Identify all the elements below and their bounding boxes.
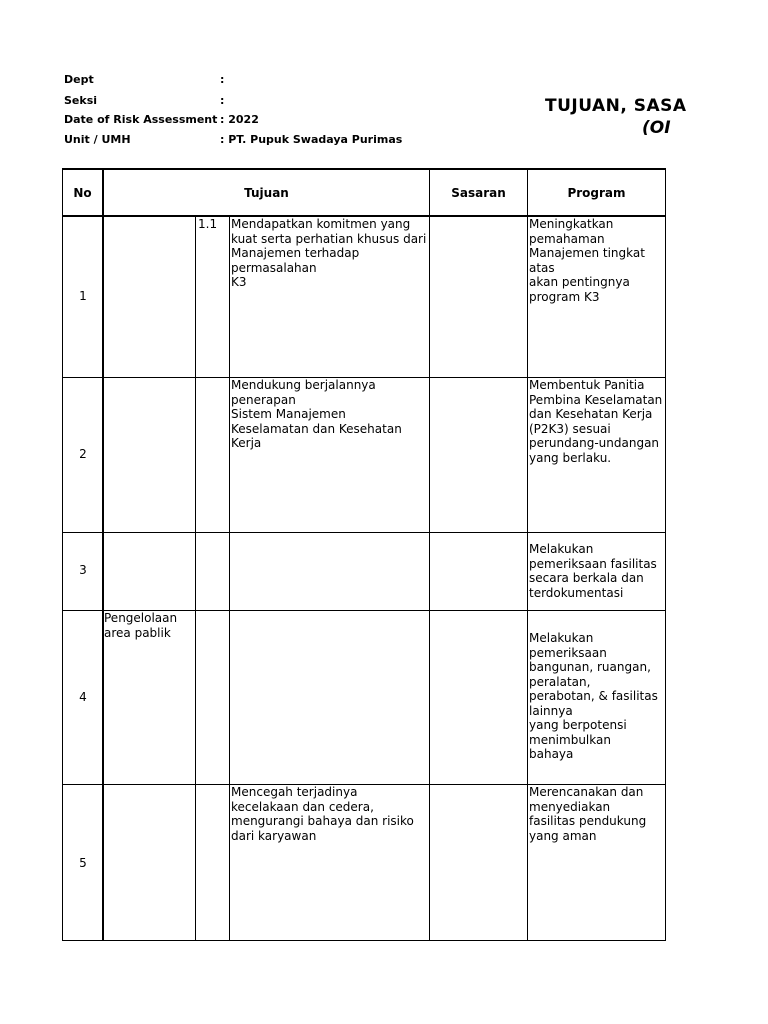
column-header-tujuan: Tujuan (244, 185, 289, 200)
row-tujuan: Mendapatkan komitmen yang kuat serta perhatian khusus dari Manajemen terhadap permasalahan K3 (231, 217, 427, 289)
date-value: : 2022 (220, 113, 259, 126)
row-program: Melakukan pemeriksaan bangunan, ruangan, peralatan, perabotan, & fasilitas lainnya yang berpotensi menimbulkan bahaya (529, 631, 658, 761)
column-header-sasaran: Sasaran (451, 185, 506, 200)
grid-hline (62, 532, 666, 533)
row-program: Membentuk Panitia Pembina Keselamatan dan Kesehatan Kerja (P2K3) sesuai perundang-undangan yang berlaku. (529, 378, 663, 465)
row-program: Merencanakan dan menyediakan fasilitas pendukung yang aman (529, 785, 647, 843)
column-header-no: No (73, 185, 92, 200)
row-sub-number: 1.1 (198, 217, 218, 231)
row-category: Pengelolaan area pablik (104, 611, 178, 640)
row-program: Melakukan pemeriksaan fasilitas secara berkala dan terdokumentasi (529, 542, 657, 600)
grid-vline (527, 168, 528, 941)
grid-vline (429, 168, 430, 941)
row-number: 1 (79, 289, 87, 303)
unit-label: Unit / UMH (64, 133, 131, 146)
row-number: 4 (79, 690, 87, 704)
row-tujuan: Mendukung berjalannya penerapan Sistem Manajemen Keselamatan dan Kesehatan Kerja (231, 378, 402, 450)
seksi-label: Seksi (64, 94, 98, 107)
row-program: Meningkatkan pemahaman Manajemen tingkat atas akan pentingnya program K3 (529, 217, 645, 304)
date-label: Date of Risk Assessment (64, 113, 218, 126)
row-number: 5 (79, 856, 87, 870)
document-title: TUJUAN, SASA (545, 96, 687, 116)
column-header-program: Program (567, 185, 626, 200)
dept-value: : (220, 73, 225, 86)
unit-value: : PT. Pupuk Swadaya Purimas (220, 133, 403, 146)
row-tujuan: Mencegah terjadinya kecelakaan dan cedera, mengurangi bahaya dan risiko dari karyawan (231, 785, 414, 843)
dept-label: Dept (64, 73, 94, 86)
grid-hline (62, 940, 666, 941)
seksi-value: : (220, 94, 225, 107)
row-number: 3 (79, 563, 87, 577)
grid-vline (62, 168, 63, 941)
grid-vline (102, 168, 104, 941)
document-subtitle: (OI (642, 118, 671, 138)
grid-vline (229, 216, 230, 941)
grid-vline (195, 216, 196, 941)
row-number: 2 (79, 447, 87, 461)
